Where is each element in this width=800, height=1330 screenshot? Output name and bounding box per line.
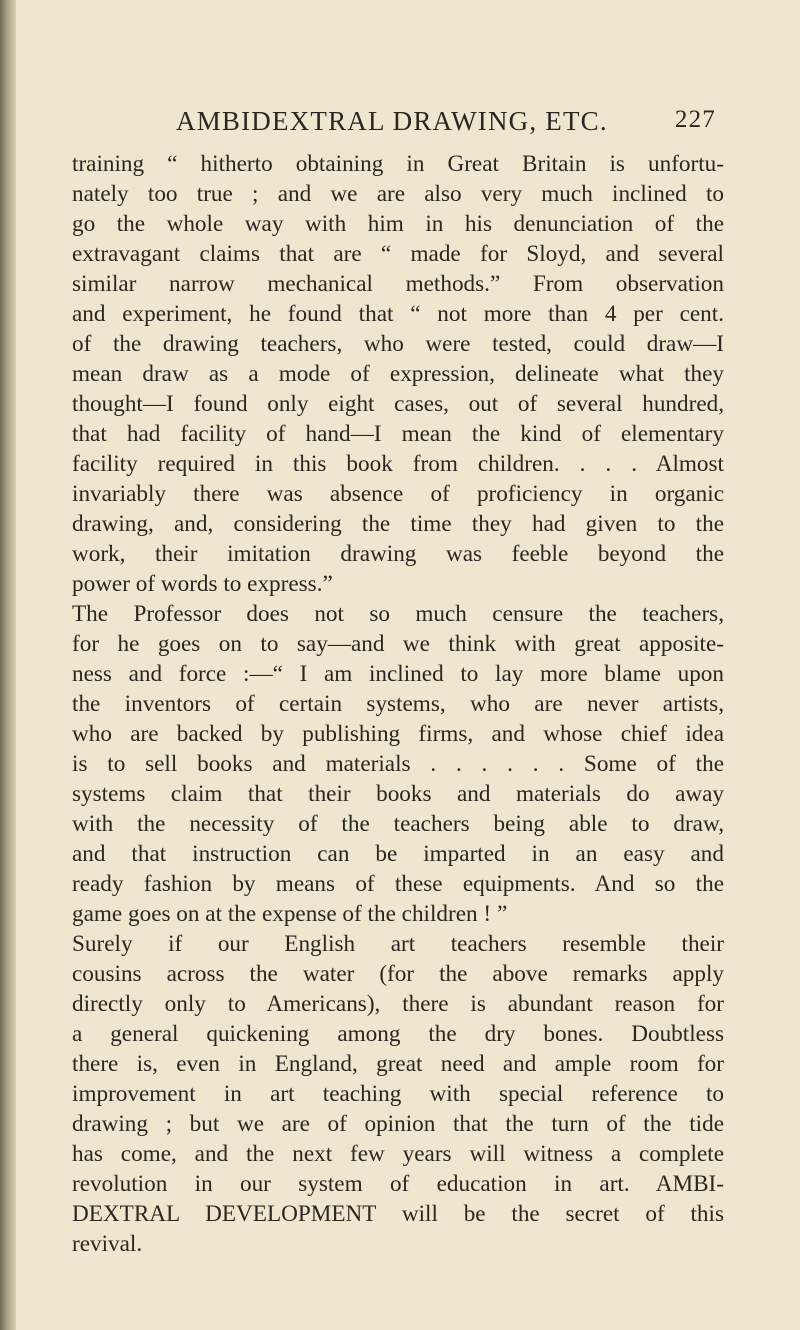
text-line: ready fashion by means of these equipments. And so the (72, 871, 724, 897)
text-line: is to sell books and materials . . . . . . Some of the (72, 751, 724, 777)
text-line: training “ hitherto obtaining in Great Britain is unfortu- (72, 151, 724, 177)
text-line: extravagant claims that are “ made for Sloyd, and several (72, 241, 724, 267)
text-line: improvement in art teaching with special reference to (72, 1081, 724, 1107)
text-line: work, their imitation drawing was feeble beyond the (72, 541, 724, 567)
text-line: ness and force :—“ I am inclined to lay more blame upon (72, 661, 724, 687)
page-number: 227 (674, 106, 716, 133)
text-line: power of words to express.” (72, 571, 333, 597)
body-text (72, 149, 724, 1259)
text-line: The Professor does not so much censure the teachers, (72, 601, 724, 627)
text-line: revival. (72, 1231, 143, 1257)
text-line: and experiment, he found that “ not more than 4 per cent. (72, 301, 724, 327)
text-line: has come, and the next few years will witness a complete (72, 1141, 724, 1167)
running-header (176, 106, 716, 146)
text-line: the inventors of certain systems, who are never artists, (72, 691, 724, 717)
text-line: there is, even in England, great need and ample room for (72, 1051, 724, 1077)
text-line: directly only to Americans), there is abundant reason for (72, 991, 724, 1017)
text-line: who are backed by publishing firms, and whose chief idea (72, 721, 724, 747)
text-line: thought—I found only eight cases, out of several hundred, (72, 391, 724, 417)
text-line: DEXTRAL DEVELOPMENT will be the secret of this (72, 1201, 724, 1227)
text-line: with the necessity of the teachers being able to draw, (72, 811, 724, 837)
text-line: game goes on at the expense of the children ! ” (72, 901, 508, 927)
text-line: nately too true ; and we are also very much inclined to (72, 181, 724, 207)
text-line: of the drawing teachers, who were tested, could draw—I (72, 331, 724, 357)
text-line: facility required in this book from children. . . . Almost (72, 451, 724, 477)
text-line: mean draw as a mode of expression, delineate what they (72, 361, 724, 387)
text-line: go the whole way with him in his denunciation of the (72, 211, 724, 237)
text-line: that had facility of hand—I mean the kind of elementary (72, 421, 724, 447)
text-line: cousins across the water (for the above remarks apply (72, 961, 724, 987)
text-line: invariably there was absence of proficiency in organic (72, 481, 724, 507)
text-line: drawing, and, considering the time they had given to the (72, 511, 724, 537)
text-line: Surely if our English art teachers resemble their (72, 931, 724, 957)
text-line: for he goes on to say—and we think with great apposite- (72, 631, 724, 657)
text-line: revolution in our system of education in art. AMBI- (72, 1171, 724, 1197)
text-line: and that instruction can be imparted in an easy and (72, 841, 724, 867)
text-line: similar narrow mechanical methods.” From observation (72, 271, 724, 297)
text-line: systems claim that their books and materials do away (72, 781, 724, 807)
text-line: a general quickening among the dry bones. Doubtless (72, 1021, 724, 1047)
text-line: drawing ; but we are of opinion that the turn of the tide (72, 1111, 724, 1137)
running-head-title: AMBIDEXTRAL DRAWING, ETC. (176, 106, 608, 136)
